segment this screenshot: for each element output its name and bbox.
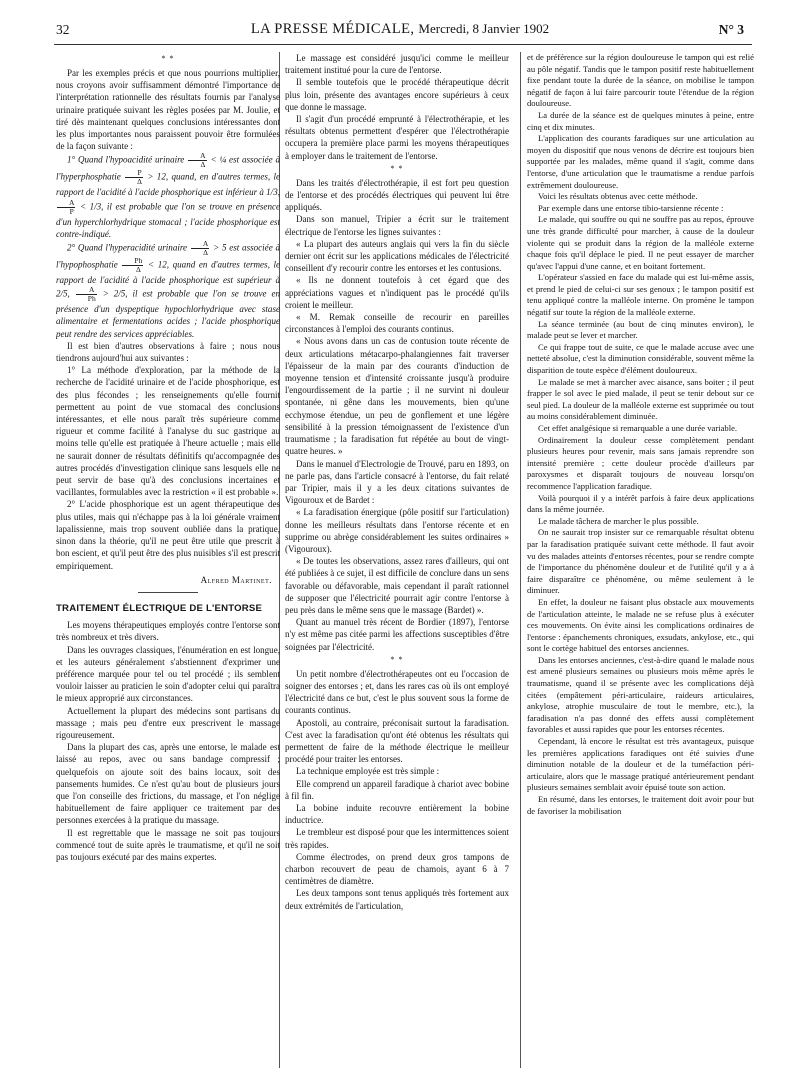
denominator: P (69, 206, 74, 216)
paragraph: Par exemple dans une entorse tibio-tarsienne récente : (538, 202, 724, 213)
paragraph: Cependant, là encore le résultat est très avantageux, puisque les premières applications faradiques ont été suivies d'une diminution notable de la douleur et de la tuméfaction péri-articulaire, alors que le massage pratiqué antérieurement pendant plusieurs semaines semblait avoir épuisé toute son action. (527, 736, 754, 793)
paragraph: Dans son manuel, Tripier a écrit sur le traitement électrique de l'entorse les lignes suivantes : (285, 214, 509, 237)
quotation: « Ils ne donnent toutefois à cet égard que des appréciations vagues et n'indiquent pas le procédé qu'ils croient le meilleur. (285, 275, 509, 310)
rule-text: < 12, quand en d'autres termes, le rapport de l'acidité à l'acide phosphorique est supérieur à 2/5, (56, 259, 280, 299)
numerator: A (57, 199, 75, 208)
paragraph: Dans le manuel d'Electrologie de Trouvé, paru en 1893, on ne parle pas, dans l'article consacré à l'entorse, du fait relaté par Tripier, mais il y a les deux citations suivantes de Vigouroux et de Bardet : (285, 458, 509, 506)
paragraph: Comme électrodes, on prend deux gros tampons de charbon recouvert de peau de chamois, ayant 6 à 7 centimètres de diamètre. (285, 851, 509, 887)
paragraph: Elle comprend un appareil faradique à chariot avec bobine à fil fin. (285, 778, 509, 801)
paragraph: Voilà pourquoi il y a intérêt parfois à faire deux applications dans la même journée. (527, 492, 754, 515)
paragraph: Dans les entorses anciennes, c'est-à-dire quand le malade nous est amené plusieurs semaines ou plusieurs mois même après le traumatisme, quand il se présente avec les complications déjà citées (empâtement péri-articulaire, raideurs articulaires, ankylose, atrophie musculaire de tout le membre, etc.), la faradisation n'a pas donné des effets aussi complètement favorables et aussi rapides que pour les entorses récentes. (527, 654, 754, 735)
paragraph: Il est regrettable que le massage ne soit pas toujours commencé tout de suite après le traumatisme, et qu'il ne soit pas toujours exécuté par des mains expertes. (56, 827, 280, 862)
paragraph: La durée de la séance est de quelques minutes à peine, entre cinq et dix minutes. (527, 109, 754, 132)
paragraph: Apostoli, au contraire, préconisait surtout la faradisation. C'est avec la faradisation qu'ont été obtenus les résultats qui permettent de faire de la méthode électrique le meilleur procédé pour traiter les entorses. (285, 717, 509, 765)
paragraph: Par les exemples précis et que nous pourrions multiplier, nous croyons avoir suffisamment démontré l'importance de l'interprétation rationnelle des résultats fournis par l'analyse urinaire pratiquée suivant les règles posées par M. Joulie, et tiré dès maintenant quelques conclusions intéressantes dont les plus importantes nous paraissent pouvoir être formulées de la façon suivante : (56, 68, 280, 152)
denominator: Δ (200, 160, 206, 170)
rule-one (56, 152, 280, 240)
column-right (527, 52, 754, 1072)
author-signature: Alfred Martinet. (200, 574, 272, 585)
paragraph: Un petit nombre d'électrothérapeutes ont eu l'occasion de soigner des entorses ; et, dans les rares cas où ils ont employé l'électricité dans ce but, c'est le plus souvent sous la forme de courants continus. (285, 668, 509, 716)
denominator: Δ (135, 265, 141, 275)
numerator: Ph (122, 257, 143, 266)
header-rule (54, 44, 752, 45)
paragraph: On ne saurait trop insister sur ce remarquable résultat obtenu par la faradisation pratiquée suivant cette méthode. Il faut avoir vu des malades atteints d'entorses récentes, pour se rendre compte de l'importance du phénomène douleur et de l'utilité qu'il y a à faire disparaître ce phénomène, ou même seulement à le diminuer. (527, 527, 754, 596)
paragraph: 1° La méthode d'exploration, par la méthode de la recherche de l'acidité urinaire et de l'acide phosphorique, est des plus fécondes ; les renseignements qu'elle fournit permettent au point de vue stomacal des conclusions intéressantes, et elle nous paraît très supérieure comme rigueur et comme facilité à l'analyse du suc gastrique au moins telle qu'elle est pratiquée à l'heure actuelle ; mais elle ne saurait donner de résultats définitifs qu'accompagnée des autres procédés d'investigation clinique sans lesquels elle ne peut servir de base qu'à des conclusions incertaines et vacillantes, formulables avec la restriction « il est probable ». (56, 365, 280, 498)
issue-date: Mercredi, 8 Janvier 1902 (418, 21, 550, 36)
paragraph: 2° L'acide phosphorique est un agent thérapeutique des plus utiles, mais qui n'échappe pas à la loi générale vraiment lapalissienne, mais trop souvent oubliée dans la pratique, sinon dans la théorie, qu'il ne peut être utile que prescrit à bon escient, et qu'il peut être des plus nuisibles s'il est prescrit empiriquement. (56, 499, 280, 571)
paragraph: Dans la plupart des cas, après une entorse, le malade est laissé au repos, avec ou sans bandage compressif ; quelquefois on ajoute soit des bains locaux, soit des pansements humides. Ce n'est qu'au bout de plusieurs jours que l'on conseille des frictions, du massage, et l'on néglige habituellement de faire appliquer ce traitement par des personnes exercées à la pratique du massage. (56, 742, 280, 826)
paragraph: Ordinairement la douleur cesse complètement pendant plusieurs heures pour revenir, mais sans jamais reprendre son intensité première ; cette douleur procède d'ailleurs par paroxysmes et disparaît toujours de nouveau lorsqu'on recommence l'application faradique. (527, 434, 754, 491)
page-number: 32 (56, 22, 70, 37)
paragraph: Cet effet analgésique si remarquable a une durée variable. (538, 423, 738, 433)
fraction (57, 199, 75, 216)
rule-text: > 2/5, il est probable que l'on se trouve en présence d'un dyspeptique hypochlorhydrique avec stase alimentaire et fermentations acides ; l'acide phosphorique peut rendre des services appréciables. (56, 288, 280, 339)
rule-text: > 5 est associée à l'hypophosphatie (56, 242, 280, 270)
rule-text: < ¼ est associée à l'hyperphosphatie (56, 155, 280, 182)
paragraph: Quant au manuel très récent de Bordier (1897), l'entorse n'y est même pas citée parmi les affections susceptibles d'être soignées par l'électricité. (285, 617, 509, 652)
quotation: « La plupart des auteurs anglais qui vers la fin du siècle dernier ont écrit sur les applications médicales de l'électricité conseillent d'y recourir contre les entorses et les contusions. (285, 238, 509, 274)
paragraph: Il s'agit d'un procédé emprunté à l'électrothérapie, et les résultats obtenus permettent d'espérer que l'électrothérapie occupera la première place parmi les moyens thérapeutiques à employer dans le traitement de l'entorse. (285, 114, 509, 161)
section-stars: * * (161, 54, 175, 63)
paragraph: En effet, la douleur ne faisant plus obstacle aux mouvements de l'articulation atteinte, le malade ne se refuse plus à exécuter ces mouvements. On évite ainsi les complications ordinaires de l'entorse : épanchements chroniques, exsudats, ankylose, etc., qui sont le cortège habituel des entorses anciennes. (527, 596, 754, 654)
quotation: « Nous avons dans un cas de contusion toute récente de deux articulations métacarpo-phalangiennes fait traverser l'épaisseur de la main par des courants d'induction de moyenne tension et d'intensité croissante jusqu'à produire l'engourdissement de la partie ; il ne survint ni douleur spontanée, ni gêne dans les mouvements, bien qu'une ecchymose étendue, un peu de gonflement et une légère sensibilité à la pression témoignassent de l'existence d'un traumatisme ; la faradisation fut répétée au bout de vingt-quatre heures. » (285, 336, 509, 457)
column-left (56, 52, 280, 1072)
quotation: « La faradisation énergique (pôle positif sur l'articulation) donne les meilleurs résultats dans l'entorse récente et en supprime ou abrège considérablement les suites ordinaires » (Vigouroux). (285, 507, 509, 554)
rule-text: < 1/3, il est probable que l'on se trouve en présence d'un hyperchlorhydrique stomacal ; l'acide phosphorique est contre-indiqué. (56, 201, 280, 239)
issue-number: N° 3 (718, 22, 744, 37)
paragraph: Dans les traités d'électrothérapie, il est fort peu question de l'entorse et des procédés électriques qui peuvent lui être appliqués. (285, 177, 509, 213)
paragraph: L'application des courants faradiques sur une articulation au moyen du dispositif que nous venons de décrire est toujours bien supportée par les malades, même quand il s'agit, comme dans l'entorse, d'une articulation que le traumatisme a rendue parfois extrêmement douloureuse. (527, 133, 754, 190)
paragraph: Les moyens thérapeutiques employés contre l'entorse sont très nombreux et très divers. (56, 620, 280, 643)
paragraph: En résumé, dans les entorses, le traitement doit avoir pour but de favoriser la mobilisation (527, 794, 754, 816)
rule-text: 1° Quand l'hypoacidité urinaire (67, 155, 185, 165)
rule-text: > 12, quand, en d'autres termes, le rapport de l'acidité à l'acide phosphorique est inférieur à 1/3, (56, 172, 280, 198)
paragraph: Il est bien d'autres observations à faire ; nous nous tiendrons aujourd'hui aux suivantes : (56, 340, 280, 364)
section-title: TRAITEMENT ÉLECTRIQUE DE L'ENTORSE (56, 602, 263, 614)
section-stars: * * (390, 163, 404, 173)
section-stars: * * (390, 654, 404, 664)
paragraph: Le malade, qui souffre ou qui ne souffre pas au repos, éprouve une très grande difficulté pour marcher, à cause de la douleur violente qui se produit dans la région de la malléole externe chaque fois qu'il déplace le pied. Il ne peut essayer de marcher qu'avec l'appui d'une canne, et en boitant fortement. (527, 214, 754, 271)
numerator: A (76, 286, 97, 295)
rule-text: 2° Quand l'hyperacidité urinaire (67, 242, 188, 253)
numerator: A (188, 152, 206, 161)
paragraph: La séance terminée (au bout de cinq minutes environ), le malade peut se lever et marcher. (527, 318, 754, 341)
paragraph: Actuellement la plupart des médecins sont partisans du massage ; mais peu d'entre eux prescrivent le massage rigoureusement. (56, 705, 280, 740)
paragraph: L'opérateur s'assied en face du malade qui est lui-même assis, et prend le pied de celui-ci sur ses genoux ; le tampon positif est tenu appliqué contre la malléole interne. On promène le tampon négatif sur toute la région de la malléole externe. (527, 272, 754, 318)
paragraph: et de préférence sur la région douloureuse le tampon qui est relié au pôle négatif. Tandis que le tampon positif reste habituellement fixe pendant toute la durée de la séance, on mobilise le tampon négatif de façon à lui faire parcourir toute l'étendue de la région douloureuse. (527, 52, 754, 109)
paragraph: Le malade se met à marcher avec aisance, sans boiter ; il peut frapper le sol avec le pied malade, il peut se tenir debout sur ce seul pied. La douleur de la malléole externe est supprimée ou tout au moins considérablement diminuée. (527, 376, 754, 422)
rule-two (56, 240, 280, 340)
denominator: Δ (203, 248, 208, 258)
paragraph: Ce qui frappe tout de suite, ce que le malade accuse avec une netteté absolue, c'est la diminution considérable, souvent même la disparition de toute espèce d'élément douloureux. (527, 341, 754, 376)
fraction (191, 240, 209, 257)
journal-title (0, 21, 800, 38)
column-separator (520, 52, 521, 1068)
fraction (122, 257, 143, 274)
paragraph: Voici les résultats obtenus avec cette méthode. (538, 191, 698, 202)
paragraph: Le trembleur est disposé pour que les intermittences soient très rapides. (285, 827, 509, 850)
article-divider (138, 592, 198, 593)
numerator: A (191, 240, 209, 249)
denominator: Ph (87, 294, 96, 304)
fraction (125, 169, 143, 186)
fraction (188, 152, 206, 169)
quotation: « M. Remak conseille de recourir en pareilles circonstances à l'emploi des courants continus. (285, 312, 509, 335)
paragraph: Il semble toutefois que le procédé thérapeutique décrit plus loin, présente des avantages encore supérieurs à ceux que donne le massage. (285, 77, 509, 112)
paragraph: La bobine induite recouvre entièrement la bobine inductrice. (285, 802, 509, 826)
paragraph: Le massage est considéré jusqu'ici comme le meilleur traitement institué pour la cure de l'entorse. (285, 53, 509, 76)
column-middle (285, 52, 509, 1072)
paragraph: Les deux tampons sont tenus appliqués très fortement aux deux extrémités de l'articulation, (285, 888, 509, 911)
paragraph: La technique employée est très simple : (296, 766, 440, 777)
fraction (76, 286, 97, 303)
quotation: « De toutes les observations, assez rares d'ailleurs, qui ont été publiées à ce sujet, il est difficile de conclure dans un sens favorable ou défavorable, mais cependant il paraît rationnel de supposer que l'électricité pourrait agir contre l'entorse à peu près dans le même sens que le massage (Bardet) ». (285, 556, 509, 615)
numerator: P (125, 169, 143, 178)
journal-name: LA PRESSE MÉDICALE, (250, 21, 415, 37)
paragraph: Dans les ouvrages classiques, l'énumération en est longue, et les auteurs généralement s'abstiennent d'exprimer une préférence marquée pour tel ou tel procédé ; ils semblent vouloir laisser au praticien le soin d'adopter celui qui paraîtra le mieux approprié aux circonstances. (56, 644, 280, 704)
paragraph: Le malade tâchera de marcher le plus possible. (538, 515, 699, 526)
page-header (0, 18, 800, 46)
denominator: Δ (137, 177, 142, 187)
